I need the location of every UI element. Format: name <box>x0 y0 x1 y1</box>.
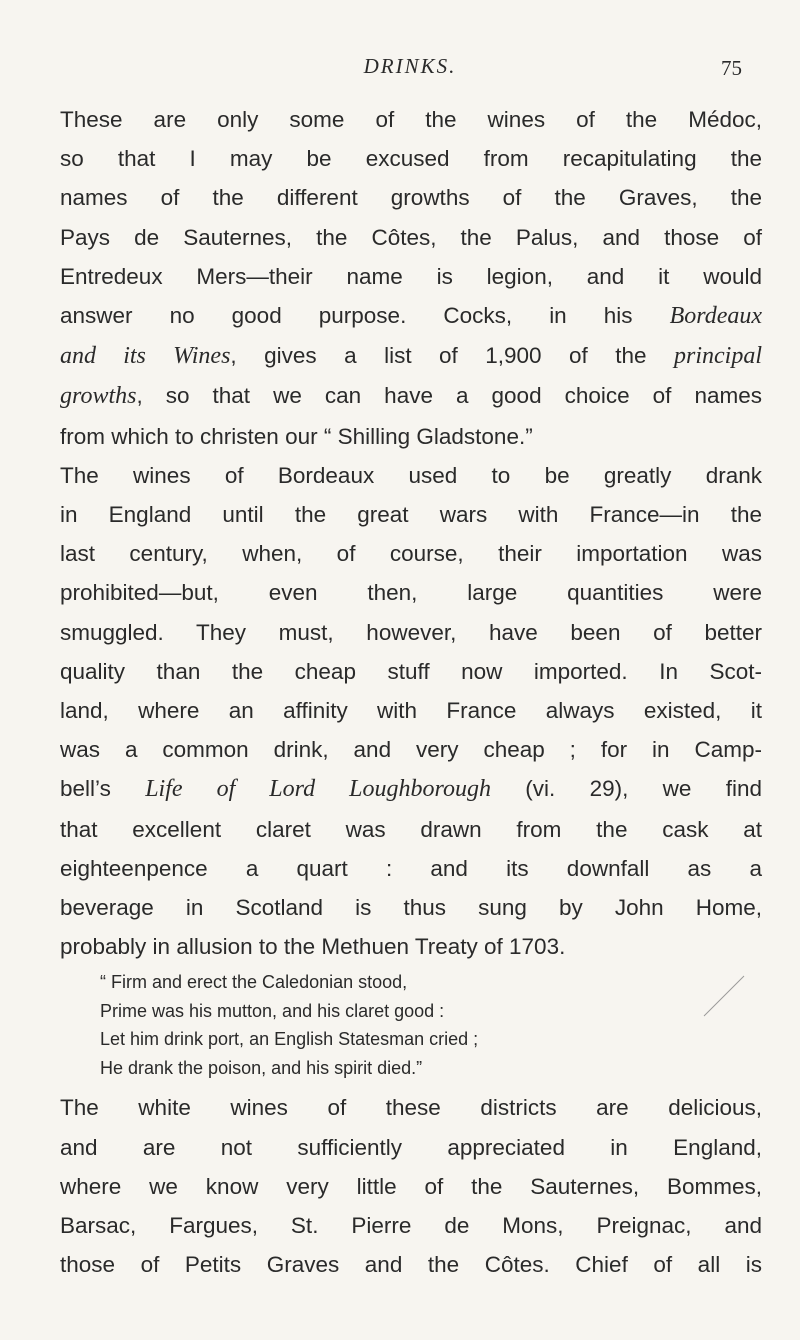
running-title: DRINKS. <box>363 54 457 78</box>
text-line: where we know very little of the Sauternes, Bommes, <box>60 1173 762 1199</box>
text-line <box>60 336 762 376</box>
text-line: These are only some of the wines of the Médoc, <box>60 107 762 132</box>
text-line: and are not sufficiently appreciated in England, <box>60 1134 762 1160</box>
text-line <box>60 769 762 809</box>
emphasis-italic: principal <box>673 343 762 370</box>
book-title-italic: Life of Lord Loughborough <box>145 776 491 803</box>
text-segment: , gives a list of 1,900 of the <box>230 343 674 369</box>
text-line: Entredeux Mers—their name is legion, and it would <box>60 263 762 289</box>
verse-quotation <box>60 966 762 1088</box>
text-line: names of the different growths of the Graves, the <box>60 185 762 211</box>
verse-line: He drank the poison, and his spirit died.” <box>100 1057 423 1078</box>
running-head <box>60 48 760 88</box>
text-line: quality than the cheap stuff now imported. In Scot- <box>60 658 762 684</box>
text-line: beverage in Scotland is thus sung by John Home, <box>60 895 762 921</box>
text-line: land, where an affinity with France always existed, it <box>60 698 762 724</box>
text-line: eighteenpence a quart : and its downfall as a <box>60 855 762 881</box>
text-line: from which to christen our “ Shilling Gladstone.” <box>60 423 533 449</box>
text-line: prohibited—but, even then, large quantities were <box>60 580 762 606</box>
text-line: in England until the great wars with France—in the <box>60 502 762 528</box>
paragraph-1 <box>60 100 762 456</box>
text-line: The white wines of these districts are delicious, <box>60 1095 762 1121</box>
paragraph-3 <box>60 1088 762 1284</box>
book-title-italic: and its Wines <box>60 343 231 370</box>
text-line: those of Petits Graves and the Côtes. Chief of all is <box>60 1252 762 1278</box>
body-text <box>60 100 762 1284</box>
text-line: so that I may be excused from recapitulating the <box>60 146 762 172</box>
text-line <box>60 296 762 336</box>
verse-line: Prime was his mutton, and his claret good : <box>100 1000 445 1021</box>
text-line <box>60 376 762 416</box>
text-line: last century, when, of course, their importation was <box>60 541 762 567</box>
text-segment: answer no good purpose. Cocks, in his <box>60 303 670 329</box>
pencil-mark <box>700 972 748 1020</box>
text-line: The wines of Bordeaux used to be greatly drank <box>60 462 762 488</box>
emphasis-italic: growths <box>60 383 137 410</box>
verse-line: Let him drink port, an English Statesman cried ; <box>100 1029 479 1050</box>
text-segment: bell’s <box>60 776 146 802</box>
book-title-italic: Bordeaux <box>669 303 762 330</box>
text-line: probably in allusion to the Methuen Treaty of 1703. <box>60 934 566 960</box>
text-line: Barsac, Fargues, St. Pierre de Mons, Preignac, and <box>60 1213 762 1239</box>
paragraph-2 <box>60 456 762 967</box>
text-line: Pays de Sauternes, the Côtes, the Palus, and those of <box>60 224 762 250</box>
text-segment: , so that we can have a good choice of names <box>136 383 762 409</box>
text-line: was a common drink, and very cheap ; for in Camp- <box>60 737 762 763</box>
page-number: 75 <box>721 56 742 80</box>
text-line: smuggled. They must, however, have been of better <box>60 619 762 645</box>
text-line: that excellent claret was drawn from the cask at <box>60 816 762 842</box>
verse-line: “ Firm and erect the Caledonian stood, <box>100 972 408 993</box>
text-segment: (vi. 29), we find <box>490 776 763 802</box>
